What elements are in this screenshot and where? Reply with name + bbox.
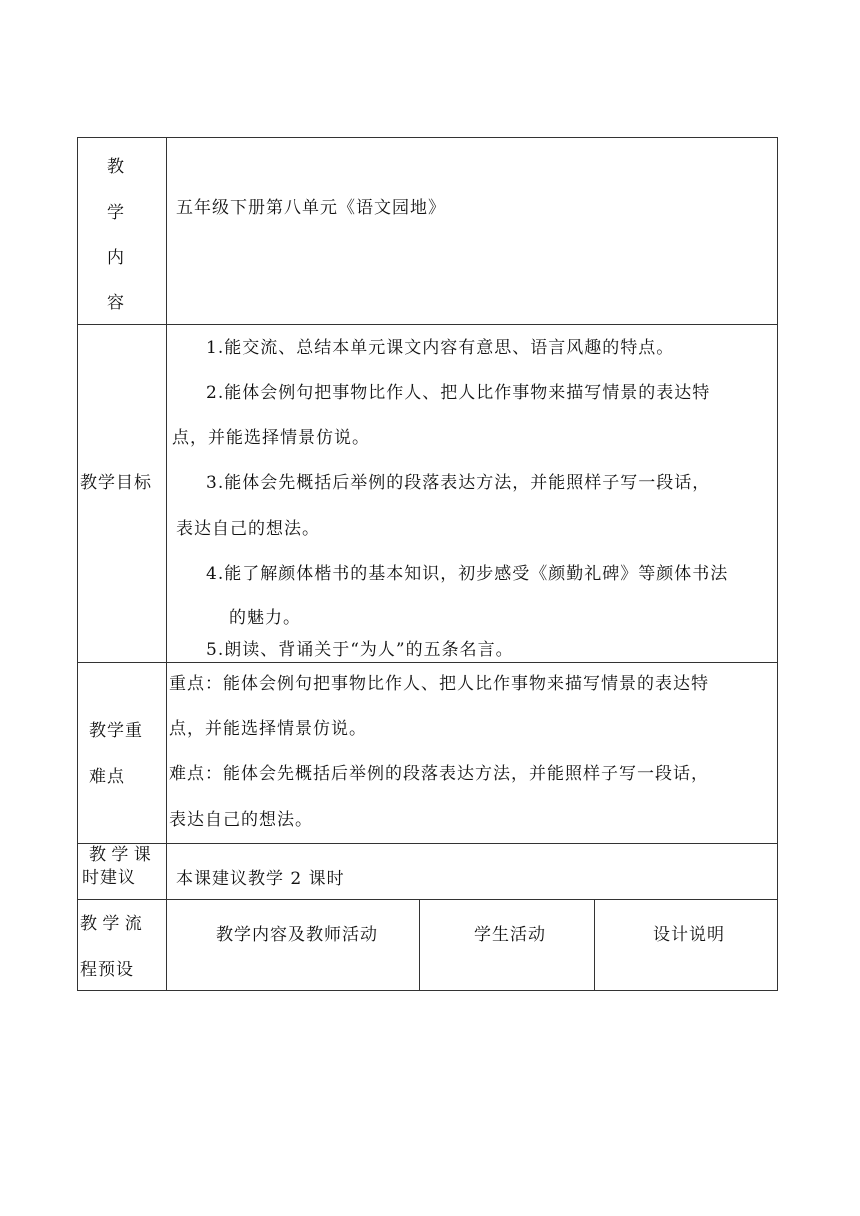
goals-label: 教学目标 <box>80 473 152 493</box>
flow-column-divider <box>419 899 420 991</box>
flow-label-line1: 教 学 流 <box>80 914 142 934</box>
hours-label-line1: 教 学 课 <box>89 845 151 865</box>
goal-line: 4.能了解颜体楷书的基本知识，初步感受《颜勤礼碑》等颜体书法 <box>206 564 729 584</box>
goal-line: 5.朗读、背诵关于“为人”的五条名言。 <box>206 640 514 660</box>
goal-line: 表达自己的想法。 <box>176 519 320 539</box>
row-divider <box>77 843 778 844</box>
flow-header-teacher: 教学内容及教师活动 <box>216 925 378 945</box>
key-point-line: 难点：能体会先概括后举例的段落表达方法，并能照样子写一段话， <box>169 764 709 784</box>
row-divider <box>77 662 778 663</box>
row-divider <box>77 899 778 900</box>
hours-value: 本课建议教学 2 课时 <box>176 869 345 889</box>
goal-line: 2.能体会例句把事物比作人、把人比作事物来描写情景的表达特 <box>206 383 711 403</box>
flow-header-design: 设计说明 <box>653 925 725 945</box>
goal-line: 1.能交流、总结本单元课文内容有意思、语言风趣的特点。 <box>206 338 675 358</box>
key-point-line: 点，并能选择情景仿说。 <box>169 719 367 739</box>
hours-label-line2: 时建议 <box>82 868 136 888</box>
content-label-char: 学 <box>107 203 125 223</box>
goal-line: 的魅力。 <box>229 608 301 628</box>
table-border-bottom <box>77 990 778 991</box>
content-label-char: 内 <box>107 248 125 268</box>
goal-line: 点，并能选择情景仿说。 <box>172 428 370 448</box>
flow-label-line2: 程预设 <box>80 960 134 980</box>
key-points-label-line2: 难点 <box>89 767 125 787</box>
table-border-top <box>77 137 778 138</box>
table-border-right <box>777 137 778 991</box>
content-label-char: 教 <box>107 157 125 177</box>
key-point-line: 重点：能体会例句把事物比作人、把人比作事物来描写情景的表达特 <box>169 674 709 694</box>
content-value: 五年级下册第八单元《语文园地》 <box>176 198 446 218</box>
flow-header-student: 学生活动 <box>474 925 546 945</box>
table-border-left <box>77 137 78 991</box>
key-point-line: 表达自己的想法。 <box>169 810 313 830</box>
flow-column-divider <box>594 899 595 991</box>
row-divider <box>77 324 778 325</box>
content-label-char: 容 <box>107 293 125 313</box>
goal-line: 3.能体会先概括后举例的段落表达方法，并能照样子写一段话， <box>206 473 711 493</box>
key-points-label-line1: 教学重 <box>89 721 143 741</box>
label-column-divider <box>166 137 167 991</box>
